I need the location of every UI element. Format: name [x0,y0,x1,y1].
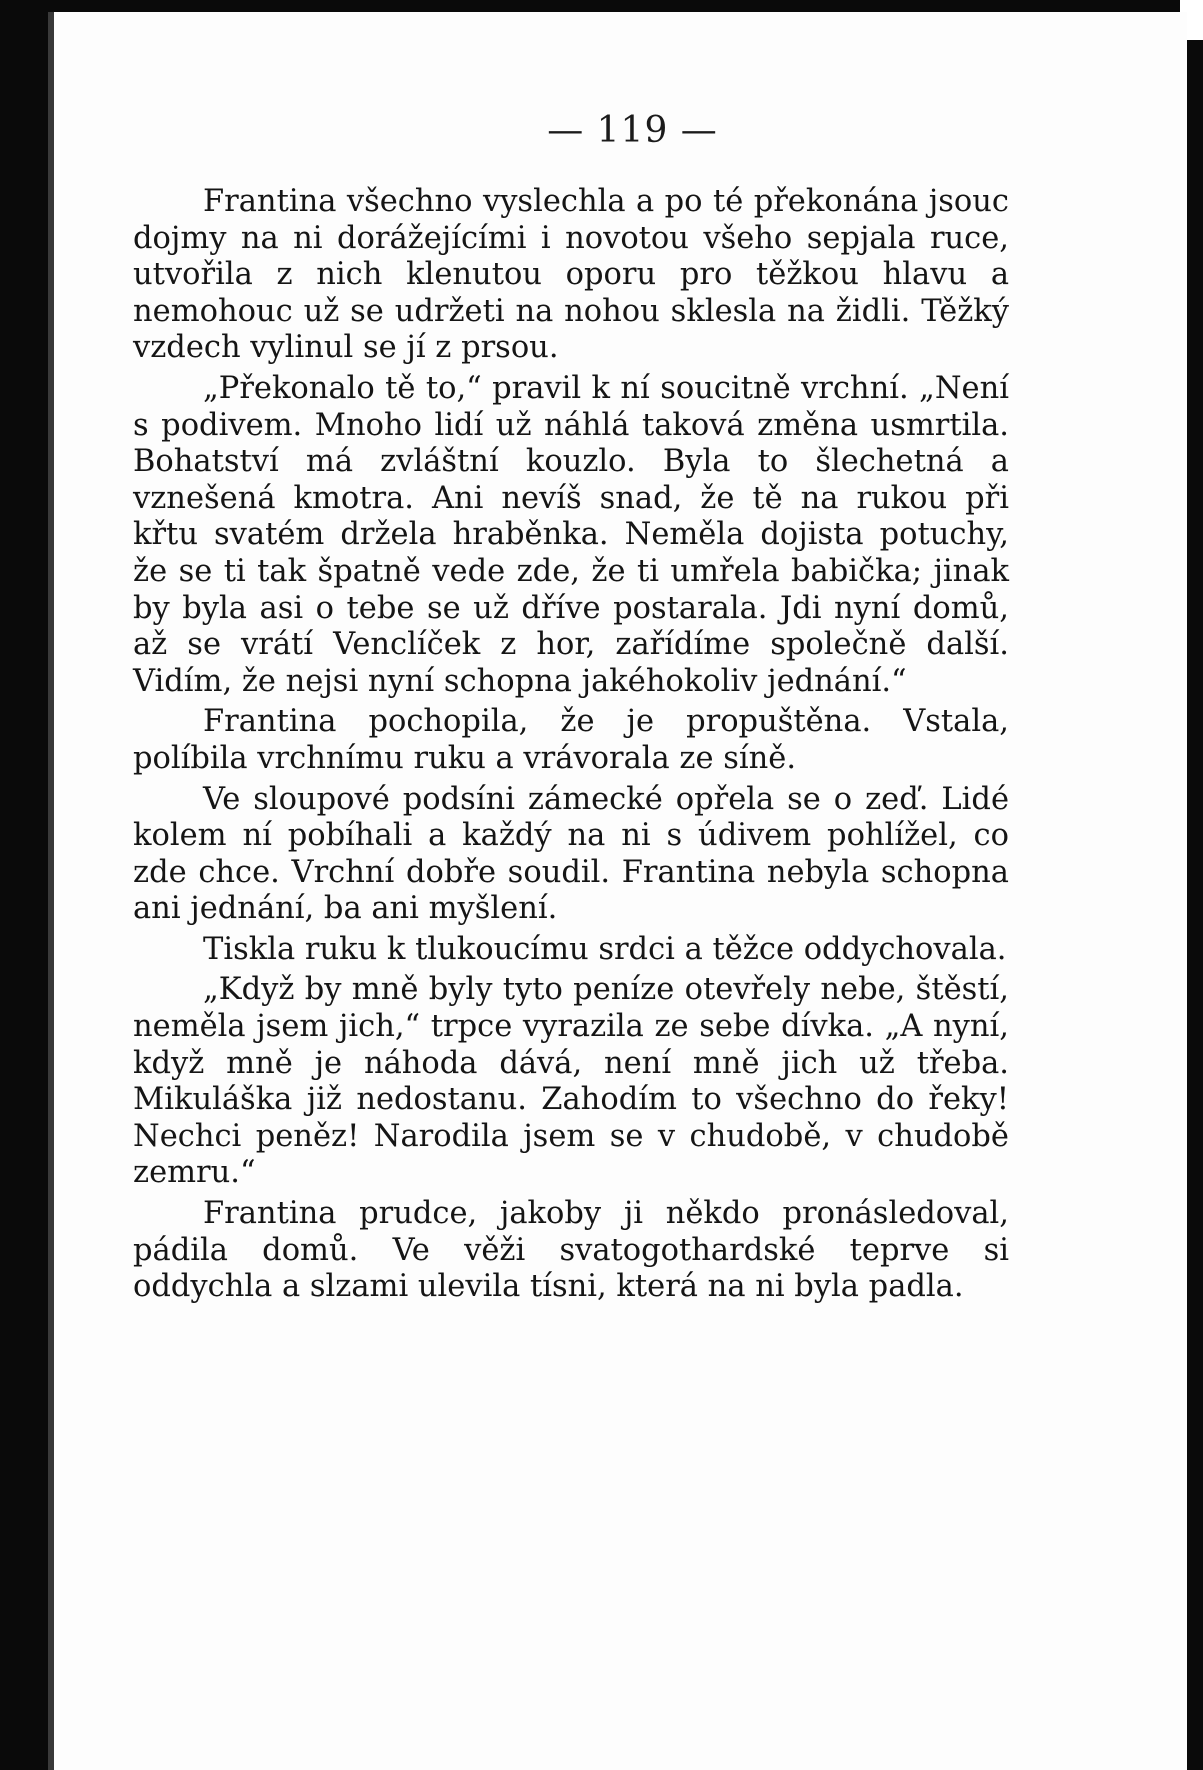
scan-border-left-edge [48,0,54,1770]
scan-border-top [48,0,1203,12]
paragraph: Frantina všechno vyslechla a po té překonána jsouc dojmy na ni dorážejícími i novotou všeho sepjala ruce, utvořila z nich klenutou oporu pro těžkou hlavu a nemohouc už se udržeti na nohou sklesla na židli. Těžký vzdech vylinul se jí z prsou. [133,184,1009,366]
page-number: — 119 — [547,110,718,151]
scan-border-right [1187,40,1203,1770]
scan-border-left [0,0,48,1770]
paragraph: Frantina prudce, jakoby ji někdo pronásledoval, pádila domů. Ve věži svatogothardské teprve si oddychla a slzami ulevila tísni, která na ni byla padla. [133,1196,1009,1305]
paragraph: Frantina pochopila, že je propuštěna. Vstala, políbila vrchnímu ruku a vrávorala ze síně. [133,704,1009,776]
paragraph: Ve sloupové podsíni zámecké opřela se o zeď. Lidé kolem ní pobíhali a každý na ni s údivem pohlížel, co zde chce. Vrchní dobře soudil. Frantina nebyla schopna ani jednání, ba ani myšlení. [133,781,1009,927]
paragraph: „Překonalo tě to,“ pravil k ní soucitně vrchní. „Není s podivem. Mnoho lidí už náhlá taková změna usmrtila. Bohatství má zvláštní kouzlo. Byla to šlechetná a vznešená kmotra. Ani nevíš snad, že tě na rukou při křtu svatém držela hraběnka. Neměla dojista potuchy, že se ti tak špatně vede zde, že ti umřela babička; jinak by byla asi o tebe se už dříve postarala. Jdi nyní domů, až se vrátí Venclíček z hor, zařídíme společně další. Vidím, že nejsi nyní schopna jakéhokoliv jednání.“ [133,370,1009,699]
paragraph: „Když by mně byly tyto peníze otevřely nebe, štěstí, neměla jsem jich,“ trpce vyrazila ze sebe dívka. „A nyní, když mně je náhoda dává, není mně jich už třeba. Mikuláška již nedostanu. Zahodím to všechno do řeky! Nechci peněz! Narodila jsem se v chudobě, v chudobě zemru.“ [133,972,1009,1191]
page-body-text [133,184,1009,1310]
paragraph: Tiskla ruku k tlukoucímu srdci a těžce oddychovala. [203,931,1007,967]
